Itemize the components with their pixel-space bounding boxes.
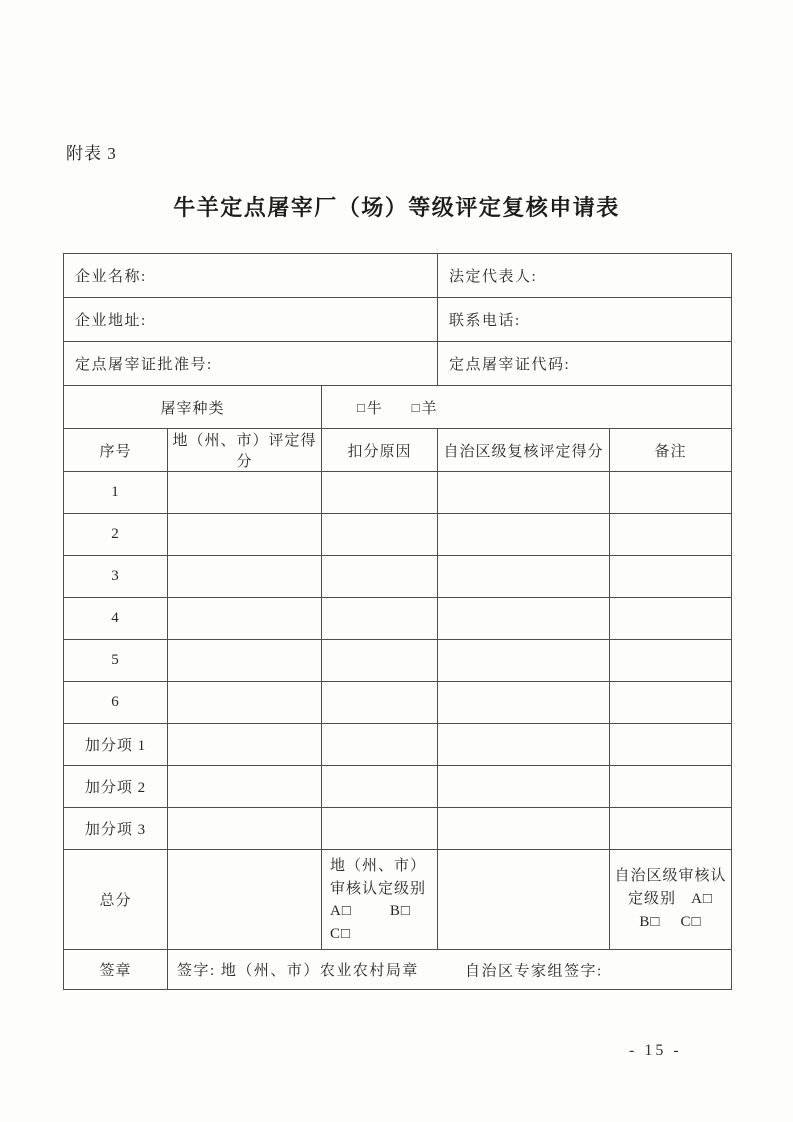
empty-cell: [322, 472, 438, 514]
local-grade-cell: [322, 850, 438, 950]
empty-cell: [322, 808, 438, 850]
field-company-address: 企业地址:: [64, 298, 438, 342]
local-grade-a-checkbox: A□: [330, 903, 352, 919]
header-serial-number: 序号: [64, 429, 168, 472]
empty-cell: [322, 556, 438, 598]
empty-cell: [610, 472, 732, 514]
empty-cell: [438, 766, 610, 808]
field-legal-representative: 法定代表人:: [438, 254, 732, 298]
empty-cell: [438, 514, 610, 556]
slaughter-type-options: [322, 386, 732, 429]
local-grade-line2: 审核认定级别: [330, 880, 427, 897]
empty-cell: [168, 556, 322, 598]
info-row-company: [64, 254, 732, 298]
score-table-header-row: [64, 429, 732, 472]
empty-cell: [168, 640, 322, 682]
local-grade-b-checkbox: B□: [389, 903, 411, 919]
row-label: 加分项 1: [64, 724, 168, 766]
empty-cell: [168, 682, 322, 724]
empty-cell: [168, 724, 322, 766]
header-remarks: 备注: [610, 429, 732, 472]
empty-cell: [610, 598, 732, 640]
empty-cell: [438, 640, 610, 682]
option-sheep-label: 羊: [421, 400, 438, 417]
empty-cell: [322, 514, 438, 556]
empty-cell: [168, 514, 322, 556]
signature-label: 签章: [64, 950, 168, 990]
empty-cell: [168, 850, 322, 950]
empty-cell: [438, 472, 610, 514]
empty-cell: [438, 724, 610, 766]
empty-cell: [438, 556, 610, 598]
empty-cell: [322, 598, 438, 640]
row-label: 2: [64, 514, 168, 556]
score-row-6: [64, 682, 732, 724]
header-regional-review-score: 自治区级复核评定得分: [438, 429, 610, 472]
slaughter-type-row: [64, 386, 732, 429]
empty-cell: [322, 766, 438, 808]
bonus-row-1: [64, 724, 732, 766]
info-row-license: [64, 342, 732, 386]
regional-grade-line2: [613, 888, 728, 911]
local-grade-line1: 地（州、市）: [330, 858, 427, 874]
empty-cell: [168, 766, 322, 808]
regional-grade-c-checkbox: C□: [680, 914, 702, 931]
local-grade-options-ab: [330, 900, 431, 923]
total-score-row: [64, 850, 732, 950]
score-row-4: [64, 598, 732, 640]
row-label: 6: [64, 682, 168, 724]
empty-cell: [168, 808, 322, 850]
row-label: 1: [64, 472, 168, 514]
signature-expert-text: 自治区专家组签字:: [465, 963, 603, 979]
header-deduction-reason: 扣分原因: [322, 429, 438, 472]
page-number: - 15 -: [629, 1042, 682, 1059]
empty-cell: [322, 724, 438, 766]
option-cattle-label: 牛: [366, 400, 383, 417]
slaughter-type-label: 屠宰种类: [64, 386, 322, 429]
empty-cell: [168, 598, 322, 640]
empty-cell: [168, 472, 322, 514]
empty-cell: [610, 556, 732, 598]
option-cattle: [357, 401, 383, 417]
empty-cell: [322, 640, 438, 682]
signature-local-text: 签字: 地（州、市）农业农村局章: [177, 963, 419, 979]
info-row-address: [64, 298, 732, 342]
row-label: 5: [64, 640, 168, 682]
row-label: 3: [64, 556, 168, 598]
empty-cell: [610, 724, 732, 766]
sheep-checkbox-icon: □: [411, 399, 421, 415]
row-label: 4: [64, 598, 168, 640]
option-sheep: [412, 401, 438, 417]
attachment-label: 附表 3: [66, 144, 117, 163]
empty-cell: [610, 682, 732, 724]
score-row-1: [64, 472, 732, 514]
empty-cell: [322, 682, 438, 724]
regional-grade-b-checkbox: B□: [639, 914, 661, 931]
regional-grade-cell: [610, 850, 732, 950]
empty-cell: [438, 808, 610, 850]
empty-cell: [610, 514, 732, 556]
row-label: 加分项 2: [64, 766, 168, 808]
empty-cell: [610, 808, 732, 850]
field-contact-phone: 联系电话:: [438, 298, 732, 342]
regional-grade-line2-prefix: 定级别: [628, 890, 677, 907]
empty-cell: [438, 598, 610, 640]
score-row-5: [64, 640, 732, 682]
signature-row: [64, 950, 732, 990]
regional-grade-line3: [613, 911, 728, 934]
field-license-code: 定点屠宰证代码:: [438, 342, 732, 386]
row-label: 加分项 3: [64, 808, 168, 850]
score-row-2: [64, 514, 732, 556]
regional-grade-line1: 自治区级审核认: [614, 867, 727, 884]
score-row-3: [64, 556, 732, 598]
signature-cell: [168, 950, 732, 990]
bonus-row-2: [64, 766, 732, 808]
empty-cell: [610, 766, 732, 808]
field-company-name: 企业名称:: [64, 254, 438, 298]
header-prefecture-score: 地（州、市）评定得分: [168, 429, 322, 472]
application-form-table: [63, 253, 732, 990]
bonus-row-3: [64, 808, 732, 850]
field-license-approval-number: 定点屠宰证批准号:: [64, 342, 438, 386]
empty-cell: [610, 640, 732, 682]
page-title: 牛羊定点屠宰厂（场）等级评定复核申请表: [173, 195, 620, 220]
total-score-label: 总分: [64, 850, 168, 950]
empty-cell: [438, 682, 610, 724]
regional-grade-a-checkbox: A□: [691, 890, 713, 907]
empty-cell: [438, 850, 610, 950]
local-grade-c-checkbox: C□: [330, 925, 352, 942]
cattle-checkbox-icon: □: [357, 399, 366, 415]
